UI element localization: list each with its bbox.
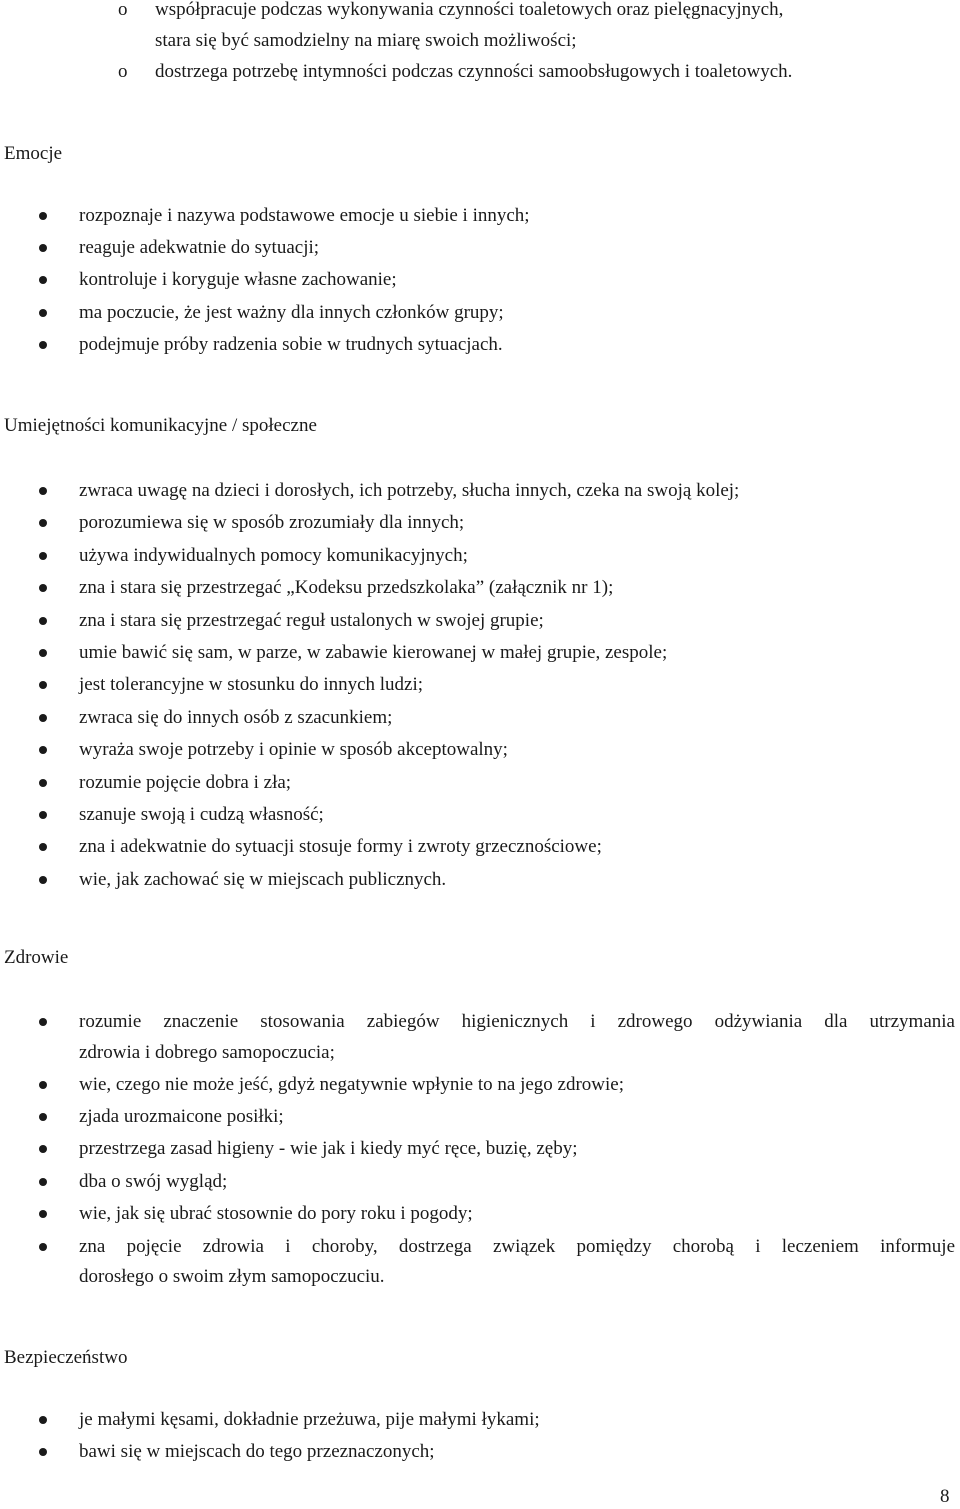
bullet-dot xyxy=(39,649,47,657)
bullet-dot xyxy=(39,1081,47,1089)
list-item: jest tolerancyjne w stosunku do innych ludzi; xyxy=(79,674,424,695)
list-item: zna i stara się przestrzegać „Kodeksu przedszkolaka” (załącznik nr 1); xyxy=(79,577,614,598)
list-item: kontroluje i koryguje własne zachowanie; xyxy=(79,269,397,290)
bullet-dot xyxy=(39,876,47,884)
bullet-dot xyxy=(39,212,47,220)
list-item: rozumie pojęcie dobra i zła; xyxy=(79,772,292,793)
bullet-dot xyxy=(39,746,47,754)
list-item-continuation: dorosłego o swoim złym samopoczuciu. xyxy=(79,1266,385,1287)
bullet-dot xyxy=(39,681,47,689)
list-item: rozumie znaczenie stosowania zabiegów higienicznych i zdrowego odżywiania dla utrzymania xyxy=(79,1011,955,1032)
list-item-continuation: zdrowia i dobrego samopoczucia; xyxy=(79,1042,335,1063)
bullet-dot xyxy=(39,843,47,851)
list-item: porozumiewa się w sposób zrozumiały dla innych; xyxy=(79,512,465,533)
list-item-continuation: stara się być samodzielny na miarę swoich możliwości; xyxy=(155,30,577,51)
bullet-dot xyxy=(39,487,47,495)
section-heading-komunikacja: Umiejętności komunikacyjne / społeczne xyxy=(4,415,317,436)
bullet-dot xyxy=(39,1243,47,1251)
list-item: umie bawić się sam, w parze, w zabawie kierowanej w małej grupie, zespole; xyxy=(79,642,668,663)
list-item: reaguje adekwatnie do sytuacji; xyxy=(79,237,320,258)
list-item: zna pojęcie zdrowia i choroby, dostrzega związek pomiędzy chorobą i leczeniem informuje xyxy=(79,1236,955,1257)
list-item: dba o swój wygląd; xyxy=(79,1171,228,1192)
list-marker: o xyxy=(118,0,128,20)
list-item: wie, jak zachować się w miejscach publicznych. xyxy=(79,869,447,890)
bullet-dot xyxy=(39,714,47,722)
section-heading-emocje: Emocje xyxy=(4,143,63,164)
bullet-dot xyxy=(39,1178,47,1186)
list-marker: o xyxy=(118,61,128,82)
list-item: wie, czego nie może jeść, gdyż negatywnie wpłynie to na jego zdrowie; xyxy=(79,1074,624,1095)
bullet-dot xyxy=(39,1416,47,1424)
list-item: zna i stara się przestrzegać reguł ustalonych w swojej grupie; xyxy=(79,610,544,631)
list-item: bawi się w miejscach do tego przeznaczonych; xyxy=(79,1441,435,1462)
bullet-dot xyxy=(39,1448,47,1456)
bullet-dot xyxy=(39,1113,47,1121)
list-item: przestrzega zasad higieny - wie jak i kiedy myć ręce, buzię, zęby; xyxy=(79,1138,578,1159)
list-item: używa indywidualnych pomocy komunikacyjnych; xyxy=(79,545,468,566)
bullet-dot xyxy=(39,519,47,527)
list-item: współpracuje podczas wykonywania czynności toaletowych oraz pielęgnacyjnych, xyxy=(155,0,784,20)
bullet-dot xyxy=(39,1210,47,1218)
list-item: szanuje swoją i cudzą własność; xyxy=(79,804,324,825)
list-item: zna i adekwatnie do sytuacji stosuje formy i zwroty grzecznościowe; xyxy=(79,836,602,857)
bullet-dot xyxy=(39,309,47,317)
bullet-dot xyxy=(39,244,47,252)
list-item: wyraża swoje potrzeby i opinie w sposób akceptowalny; xyxy=(79,739,508,760)
list-item: je małymi kęsami, dokładnie przeżuwa, pije małymi łykami; xyxy=(79,1409,540,1430)
list-item: zjada urozmaicone posiłki; xyxy=(79,1106,284,1127)
bullet-dot xyxy=(39,1018,47,1026)
list-item: zwraca się do innych osób z szacunkiem; xyxy=(79,707,393,728)
section-heading-zdrowie: Zdrowie xyxy=(4,947,69,968)
bullet-dot xyxy=(39,617,47,625)
bullet-dot xyxy=(39,811,47,819)
list-item: rozpoznaje i nazywa podstawowe emocje u siebie i innych; xyxy=(79,205,530,226)
bullet-dot xyxy=(39,276,47,284)
list-item: wie, jak się ubrać stosownie do pory roku i pogody; xyxy=(79,1203,473,1224)
list-item: dostrzega potrzebę intymności podczas czynności samoobsługowych i toaletowych. xyxy=(155,61,793,82)
page-number: 8 xyxy=(940,1486,950,1507)
bullet-dot xyxy=(39,779,47,787)
bullet-dot xyxy=(39,341,47,349)
bullet-dot xyxy=(39,552,47,560)
list-item: zwraca uwagę na dzieci i dorosłych, ich potrzeby, słucha innych, czeka na swoją kolej; xyxy=(79,480,740,501)
list-item: ma poczucie, że jest ważny dla innych członków grupy; xyxy=(79,302,504,323)
bullet-dot xyxy=(39,1145,47,1153)
bullet-dot xyxy=(39,584,47,592)
section-heading-bezpieczenstwo: Bezpieczeństwo xyxy=(4,1347,128,1368)
list-item: podejmuje próby radzenia sobie w trudnych sytuacjach. xyxy=(79,334,503,355)
